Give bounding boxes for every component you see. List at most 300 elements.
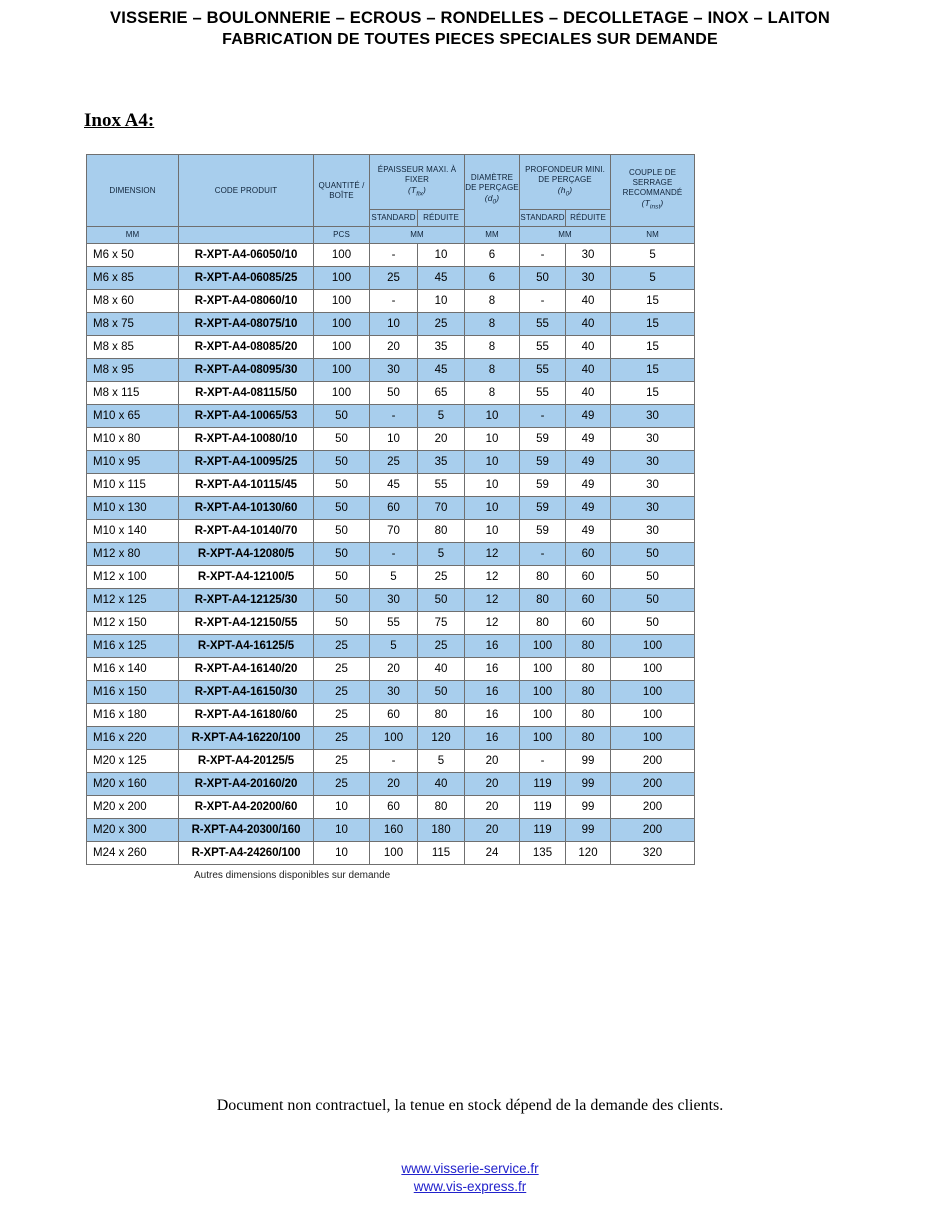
cell-epaisseur-standard: 100 [370, 842, 418, 865]
cell-code-produit: R-XPT-A4-10065/53 [179, 405, 314, 428]
cell-profondeur-reduite: 80 [566, 704, 611, 727]
cell-quantite: 25 [314, 727, 370, 750]
cell-dimension: M16 x 125 [87, 635, 179, 658]
cell-profondeur-reduite: 49 [566, 428, 611, 451]
cell-diametre: 6 [465, 267, 520, 290]
cell-code-produit: R-XPT-A4-10140/70 [179, 520, 314, 543]
cell-couple: 30 [611, 474, 695, 497]
col-header-diametre [465, 155, 520, 227]
cell-couple: 320 [611, 842, 695, 865]
cell-dimension: M8 x 95 [87, 359, 179, 382]
cell-couple: 15 [611, 313, 695, 336]
cell-profondeur-reduite: 49 [566, 520, 611, 543]
cell-diametre: 10 [465, 497, 520, 520]
cell-epaisseur-reduite: 5 [418, 405, 465, 428]
cell-diametre: 12 [465, 612, 520, 635]
cell-profondeur-standard: 59 [520, 474, 566, 497]
cell-dimension: M16 x 180 [87, 704, 179, 727]
cell-dimension: M8 x 75 [87, 313, 179, 336]
cell-profondeur-standard: - [520, 405, 566, 428]
unit-profondeur: MM [520, 227, 611, 244]
table-row [87, 704, 695, 727]
cell-diametre: 10 [465, 405, 520, 428]
cell-epaisseur-standard: - [370, 543, 418, 566]
cell-couple: 15 [611, 359, 695, 382]
table-units-row [87, 227, 695, 244]
cell-quantite: 100 [314, 290, 370, 313]
cell-dimension: M16 x 140 [87, 658, 179, 681]
cell-epaisseur-reduite: 25 [418, 635, 465, 658]
couple-symbol-sub: inst [649, 203, 661, 211]
cell-profondeur-standard: 80 [520, 566, 566, 589]
cell-epaisseur-reduite: 45 [418, 267, 465, 290]
cell-epaisseur-reduite: 25 [418, 566, 465, 589]
table-row [87, 474, 695, 497]
cell-quantite: 50 [314, 497, 370, 520]
cell-profondeur-standard: 135 [520, 842, 566, 865]
cell-epaisseur-standard: - [370, 405, 418, 428]
cell-epaisseur-reduite: 70 [418, 497, 465, 520]
cell-diametre: 20 [465, 750, 520, 773]
cell-epaisseur-standard: 20 [370, 773, 418, 796]
cell-profondeur-standard: 100 [520, 658, 566, 681]
cell-epaisseur-standard: 25 [370, 451, 418, 474]
col-header-diametre-symbol [465, 193, 519, 208]
cell-profondeur-standard: 55 [520, 313, 566, 336]
cell-profondeur-standard: 55 [520, 359, 566, 382]
cell-profondeur-standard: 100 [520, 704, 566, 727]
col-subheader-epaisseur-standard: STANDARD [370, 210, 418, 227]
table-row [87, 520, 695, 543]
table-row [87, 750, 695, 773]
table-row [87, 267, 695, 290]
cell-dimension: M10 x 130 [87, 497, 179, 520]
cell-dimension: M12 x 100 [87, 566, 179, 589]
cell-code-produit: R-XPT-A4-06085/25 [179, 267, 314, 290]
cell-code-produit: R-XPT-A4-20125/5 [179, 750, 314, 773]
footer-links [0, 1160, 940, 1196]
cell-couple: 30 [611, 451, 695, 474]
cell-epaisseur-standard: 100 [370, 727, 418, 750]
cell-epaisseur-standard: 45 [370, 474, 418, 497]
cell-couple: 100 [611, 727, 695, 750]
profondeur-symbol-prefix: (h [557, 184, 566, 195]
cell-dimension: M16 x 220 [87, 727, 179, 750]
cell-profondeur-standard: - [520, 290, 566, 313]
cell-quantite: 50 [314, 405, 370, 428]
cell-profondeur-reduite: 99 [566, 819, 611, 842]
cell-code-produit: R-XPT-A4-08115/50 [179, 382, 314, 405]
cell-epaisseur-standard: - [370, 244, 418, 267]
diametre-symbol-sub: 0 [492, 198, 497, 206]
cell-code-produit: R-XPT-A4-24260/100 [179, 842, 314, 865]
cell-epaisseur-standard: 20 [370, 336, 418, 359]
cell-dimension: M20 x 125 [87, 750, 179, 773]
cell-profondeur-standard: 119 [520, 773, 566, 796]
cell-epaisseur-reduite: 55 [418, 474, 465, 497]
cell-code-produit: R-XPT-A4-12100/5 [179, 566, 314, 589]
col-header-diametre-label: DIAMÈTRE DE PERÇAGE [465, 173, 519, 193]
table-row [87, 543, 695, 566]
cell-diametre: 16 [465, 727, 520, 750]
cell-epaisseur-reduite: 65 [418, 382, 465, 405]
cell-epaisseur-reduite: 40 [418, 773, 465, 796]
cell-profondeur-standard: 80 [520, 589, 566, 612]
cell-couple: 100 [611, 635, 695, 658]
cell-code-produit: R-XPT-A4-16125/5 [179, 635, 314, 658]
cell-profondeur-standard: 50 [520, 267, 566, 290]
cell-epaisseur-reduite: 45 [418, 359, 465, 382]
table-row [87, 428, 695, 451]
cell-profondeur-standard: 59 [520, 497, 566, 520]
col-header-couple-label: COUPLE DE SERRAGE RECOMMANDÉ [622, 168, 683, 198]
cell-diametre: 16 [465, 704, 520, 727]
cell-couple: 30 [611, 497, 695, 520]
cell-code-produit: R-XPT-A4-12080/5 [179, 543, 314, 566]
cell-quantite: 25 [314, 681, 370, 704]
cell-diametre: 8 [465, 336, 520, 359]
cell-profondeur-reduite: 49 [566, 451, 611, 474]
cell-profondeur-standard: - [520, 750, 566, 773]
diametre-symbol-prefix: (d [484, 193, 493, 204]
cell-couple: 200 [611, 819, 695, 842]
cell-code-produit: R-XPT-A4-10115/45 [179, 474, 314, 497]
table-header-row-main [87, 155, 695, 210]
cell-diametre: 12 [465, 589, 520, 612]
header-line-1: VISSERIE – BOULONNERIE – ECROUS – RONDELLES – DECOLLETAGE – INOX – LAITON [110, 9, 830, 27]
cell-epaisseur-reduite: 25 [418, 313, 465, 336]
col-header-code-produit: CODE PRODUIT [179, 155, 314, 227]
cell-dimension: M6 x 85 [87, 267, 179, 290]
cell-epaisseur-reduite: 75 [418, 612, 465, 635]
cell-diametre: 8 [465, 359, 520, 382]
cell-code-produit: R-XPT-A4-20300/160 [179, 819, 314, 842]
profondeur-symbol-sub: 0 [565, 190, 570, 198]
cell-epaisseur-standard: 60 [370, 796, 418, 819]
cell-code-produit: R-XPT-A4-12150/55 [179, 612, 314, 635]
cell-diametre: 12 [465, 566, 520, 589]
cell-epaisseur-standard: 30 [370, 359, 418, 382]
table-row [87, 819, 695, 842]
cell-epaisseur-reduite: 50 [418, 681, 465, 704]
col-subheader-profondeur-reduite: RÉDUITE [566, 210, 611, 227]
table-row [87, 313, 695, 336]
cell-quantite: 50 [314, 543, 370, 566]
table-row [87, 497, 695, 520]
table-row [87, 382, 695, 405]
col-header-epaisseur-symbol [370, 185, 464, 200]
cell-code-produit: R-XPT-A4-10080/10 [179, 428, 314, 451]
cell-profondeur-reduite: 40 [566, 359, 611, 382]
cell-profondeur-reduite: 80 [566, 727, 611, 750]
cell-code-produit: R-XPT-A4-08060/10 [179, 290, 314, 313]
cell-profondeur-standard: 80 [520, 612, 566, 635]
cell-profondeur-reduite: 40 [566, 313, 611, 336]
cell-couple: 30 [611, 405, 695, 428]
cell-profondeur-standard: 59 [520, 451, 566, 474]
col-subheader-epaisseur-reduite: RÉDUITE [418, 210, 465, 227]
cell-dimension: M16 x 150 [87, 681, 179, 704]
cell-dimension: M24 x 260 [87, 842, 179, 865]
cell-quantite: 25 [314, 750, 370, 773]
cell-profondeur-reduite: 40 [566, 336, 611, 359]
table-row [87, 727, 695, 750]
cell-profondeur-reduite: 40 [566, 382, 611, 405]
cell-quantite: 50 [314, 612, 370, 635]
cell-quantite: 10 [314, 796, 370, 819]
cell-diametre: 24 [465, 842, 520, 865]
cell-epaisseur-reduite: 10 [418, 244, 465, 267]
table-row [87, 566, 695, 589]
cell-epaisseur-reduite: 35 [418, 451, 465, 474]
table-row [87, 681, 695, 704]
cell-code-produit: R-XPT-A4-16180/60 [179, 704, 314, 727]
cell-profondeur-standard: 119 [520, 796, 566, 819]
cell-quantite: 50 [314, 589, 370, 612]
cell-code-produit: R-XPT-A4-16140/20 [179, 658, 314, 681]
footer-disclaimer: Document non contractuel, la tenue en stock dépend de la demande des clients. [216, 1097, 724, 1114]
cell-profondeur-reduite: 60 [566, 612, 611, 635]
cell-code-produit: R-XPT-A4-20160/20 [179, 773, 314, 796]
cell-code-produit: R-XPT-A4-12125/30 [179, 589, 314, 612]
cell-couple: 30 [611, 520, 695, 543]
profondeur-symbol-suffix: ) [569, 184, 573, 195]
cell-profondeur-reduite: 60 [566, 566, 611, 589]
cell-diametre: 8 [465, 290, 520, 313]
cell-profondeur-reduite: 99 [566, 750, 611, 773]
cell-epaisseur-standard: 30 [370, 589, 418, 612]
cell-quantite: 50 [314, 428, 370, 451]
cell-dimension: M10 x 65 [87, 405, 179, 428]
cell-epaisseur-reduite: 180 [418, 819, 465, 842]
table-row [87, 359, 695, 382]
cell-profondeur-reduite: 49 [566, 474, 611, 497]
cell-profondeur-standard: 59 [520, 428, 566, 451]
cell-quantite: 100 [314, 313, 370, 336]
cell-profondeur-standard: 55 [520, 336, 566, 359]
cell-quantite: 10 [314, 842, 370, 865]
cell-quantite: 100 [314, 244, 370, 267]
unit-dimension: MM [87, 227, 179, 244]
cell-quantite: 50 [314, 566, 370, 589]
cell-couple: 200 [611, 773, 695, 796]
col-header-dimension: DIMENSION [87, 155, 179, 227]
cell-code-produit: R-XPT-A4-08085/20 [179, 336, 314, 359]
col-header-profondeur-symbol [520, 185, 610, 200]
unit-epaisseur: MM [370, 227, 465, 244]
cell-couple: 200 [611, 796, 695, 819]
table-row [87, 336, 695, 359]
cell-epaisseur-reduite: 120 [418, 727, 465, 750]
table-row [87, 796, 695, 819]
cell-epaisseur-reduite: 80 [418, 704, 465, 727]
cell-diametre: 10 [465, 451, 520, 474]
cell-epaisseur-reduite: 10 [418, 290, 465, 313]
cell-dimension: M20 x 200 [87, 796, 179, 819]
cell-diametre: 16 [465, 681, 520, 704]
cell-dimension: M10 x 115 [87, 474, 179, 497]
cell-diametre: 6 [465, 244, 520, 267]
cell-profondeur-reduite: 99 [566, 796, 611, 819]
unit-quantite: PCS [314, 227, 370, 244]
epaisseur-symbol-prefix: (T [408, 184, 417, 195]
cell-epaisseur-reduite: 20 [418, 428, 465, 451]
cell-epaisseur-reduite: 80 [418, 520, 465, 543]
cell-epaisseur-standard: - [370, 750, 418, 773]
cell-epaisseur-standard: 5 [370, 566, 418, 589]
cell-quantite: 100 [314, 382, 370, 405]
cell-diametre: 20 [465, 773, 520, 796]
cell-code-produit: R-XPT-A4-16220/100 [179, 727, 314, 750]
cell-quantite: 25 [314, 773, 370, 796]
cell-diametre: 10 [465, 520, 520, 543]
cell-diametre: 20 [465, 819, 520, 842]
cell-profondeur-reduite: 30 [566, 267, 611, 290]
cell-epaisseur-standard: 70 [370, 520, 418, 543]
cell-profondeur-standard: 119 [520, 819, 566, 842]
cell-epaisseur-reduite: 35 [418, 336, 465, 359]
cell-code-produit: R-XPT-A4-10095/25 [179, 451, 314, 474]
cell-quantite: 25 [314, 635, 370, 658]
cell-profondeur-standard: - [520, 543, 566, 566]
cell-quantite: 25 [314, 704, 370, 727]
cell-epaisseur-reduite: 80 [418, 796, 465, 819]
cell-couple: 50 [611, 589, 695, 612]
cell-quantite: 100 [314, 267, 370, 290]
header-line-2: FABRICATION DE TOUTES PIECES SPECIALES SUR DEMANDE [222, 31, 718, 48]
cell-profondeur-standard: 100 [520, 635, 566, 658]
cell-code-produit: R-XPT-A4-16150/30 [179, 681, 314, 704]
cell-diametre: 10 [465, 428, 520, 451]
cell-profondeur-reduite: 80 [566, 635, 611, 658]
cell-couple: 100 [611, 681, 695, 704]
cell-profondeur-reduite: 30 [566, 244, 611, 267]
cell-couple: 15 [611, 290, 695, 313]
cell-couple: 200 [611, 750, 695, 773]
table-note: Autres dimensions disponibles sur demande [194, 870, 391, 881]
cell-epaisseur-reduite: 5 [418, 750, 465, 773]
document-header [0, 0, 940, 50]
cell-epaisseur-standard: 20 [370, 658, 418, 681]
cell-profondeur-standard: 100 [520, 681, 566, 704]
cell-dimension: M20 x 300 [87, 819, 179, 842]
cell-couple: 15 [611, 382, 695, 405]
cell-profondeur-reduite: 49 [566, 497, 611, 520]
cell-diametre: 8 [465, 313, 520, 336]
cell-dimension: M12 x 125 [87, 589, 179, 612]
table-row [87, 451, 695, 474]
table-row [87, 290, 695, 313]
cell-diametre: 20 [465, 796, 520, 819]
couple-symbol-suffix: ) [660, 198, 664, 209]
cell-epaisseur-standard: 60 [370, 497, 418, 520]
cell-couple: 100 [611, 704, 695, 727]
table-row [87, 773, 695, 796]
cell-quantite: 100 [314, 336, 370, 359]
table-row [87, 405, 695, 428]
cell-epaisseur-standard: 50 [370, 382, 418, 405]
unit-couple: NM [611, 227, 695, 244]
col-header-profondeur [520, 155, 611, 210]
cell-dimension: M10 x 95 [87, 451, 179, 474]
cell-profondeur-standard: - [520, 244, 566, 267]
unit-diametre: MM [465, 227, 520, 244]
footer-link-vis-express[interactable]: www.vis-express.fr [413, 1179, 527, 1194]
table-head [87, 155, 695, 244]
cell-profondeur-reduite: 49 [566, 405, 611, 428]
epaisseur-symbol-sub: fix [416, 190, 424, 198]
cell-couple: 50 [611, 566, 695, 589]
table-row [87, 244, 695, 267]
cell-couple: 50 [611, 543, 695, 566]
cell-profondeur-reduite: 80 [566, 658, 611, 681]
cell-diametre: 8 [465, 382, 520, 405]
cell-epaisseur-standard: 55 [370, 612, 418, 635]
cell-quantite: 10 [314, 819, 370, 842]
cell-code-produit: R-XPT-A4-08095/30 [179, 359, 314, 382]
cell-epaisseur-standard: 30 [370, 681, 418, 704]
cell-epaisseur-standard: 10 [370, 428, 418, 451]
col-header-quantite: QUANTITÉ / BOÎTE [314, 155, 370, 227]
table-body [87, 244, 695, 865]
cell-dimension: M10 x 80 [87, 428, 179, 451]
cell-dimension: M8 x 115 [87, 382, 179, 405]
cell-couple: 5 [611, 244, 695, 267]
unit-code [179, 227, 314, 244]
cell-dimension: M10 x 140 [87, 520, 179, 543]
cell-dimension: M12 x 150 [87, 612, 179, 635]
cell-quantite: 100 [314, 359, 370, 382]
table-row [87, 842, 695, 865]
cell-dimension: M6 x 50 [87, 244, 179, 267]
cell-dimension: M12 x 80 [87, 543, 179, 566]
cell-epaisseur-standard: 10 [370, 313, 418, 336]
table-row [87, 635, 695, 658]
cell-profondeur-standard: 100 [520, 727, 566, 750]
cell-diametre: 16 [465, 658, 520, 681]
cell-epaisseur-reduite: 40 [418, 658, 465, 681]
footer-link-visserie-service[interactable]: www.visserie-service.fr [401, 1161, 539, 1176]
cell-diametre: 10 [465, 474, 520, 497]
couple-symbol-prefix: (T [641, 198, 650, 209]
cell-epaisseur-reduite: 5 [418, 543, 465, 566]
cell-epaisseur-reduite: 50 [418, 589, 465, 612]
col-header-couple [611, 155, 695, 227]
cell-epaisseur-standard: 60 [370, 704, 418, 727]
cell-profondeur-standard: 55 [520, 382, 566, 405]
cell-code-produit: R-XPT-A4-08075/10 [179, 313, 314, 336]
cell-couple: 50 [611, 612, 695, 635]
col-header-profondeur-label: PROFONDEUR MINI. DE PERÇAGE [525, 164, 605, 184]
cell-diametre: 12 [465, 543, 520, 566]
cell-profondeur-standard: 59 [520, 520, 566, 543]
cell-code-produit: R-XPT-A4-20200/60 [179, 796, 314, 819]
cell-couple: 15 [611, 336, 695, 359]
spec-table-container [86, 154, 694, 881]
table-row [87, 658, 695, 681]
col-subheader-profondeur-standard: STANDARD [520, 210, 566, 227]
cell-profondeur-reduite: 40 [566, 290, 611, 313]
cell-couple: 30 [611, 428, 695, 451]
section-title: Inox A4: [84, 110, 155, 131]
col-header-couple-symbol [611, 198, 694, 213]
table-row [87, 612, 695, 635]
cell-epaisseur-standard: 160 [370, 819, 418, 842]
cell-quantite: 50 [314, 474, 370, 497]
cell-code-produit: R-XPT-A4-10130/60 [179, 497, 314, 520]
table-row [87, 589, 695, 612]
cell-profondeur-reduite: 60 [566, 589, 611, 612]
